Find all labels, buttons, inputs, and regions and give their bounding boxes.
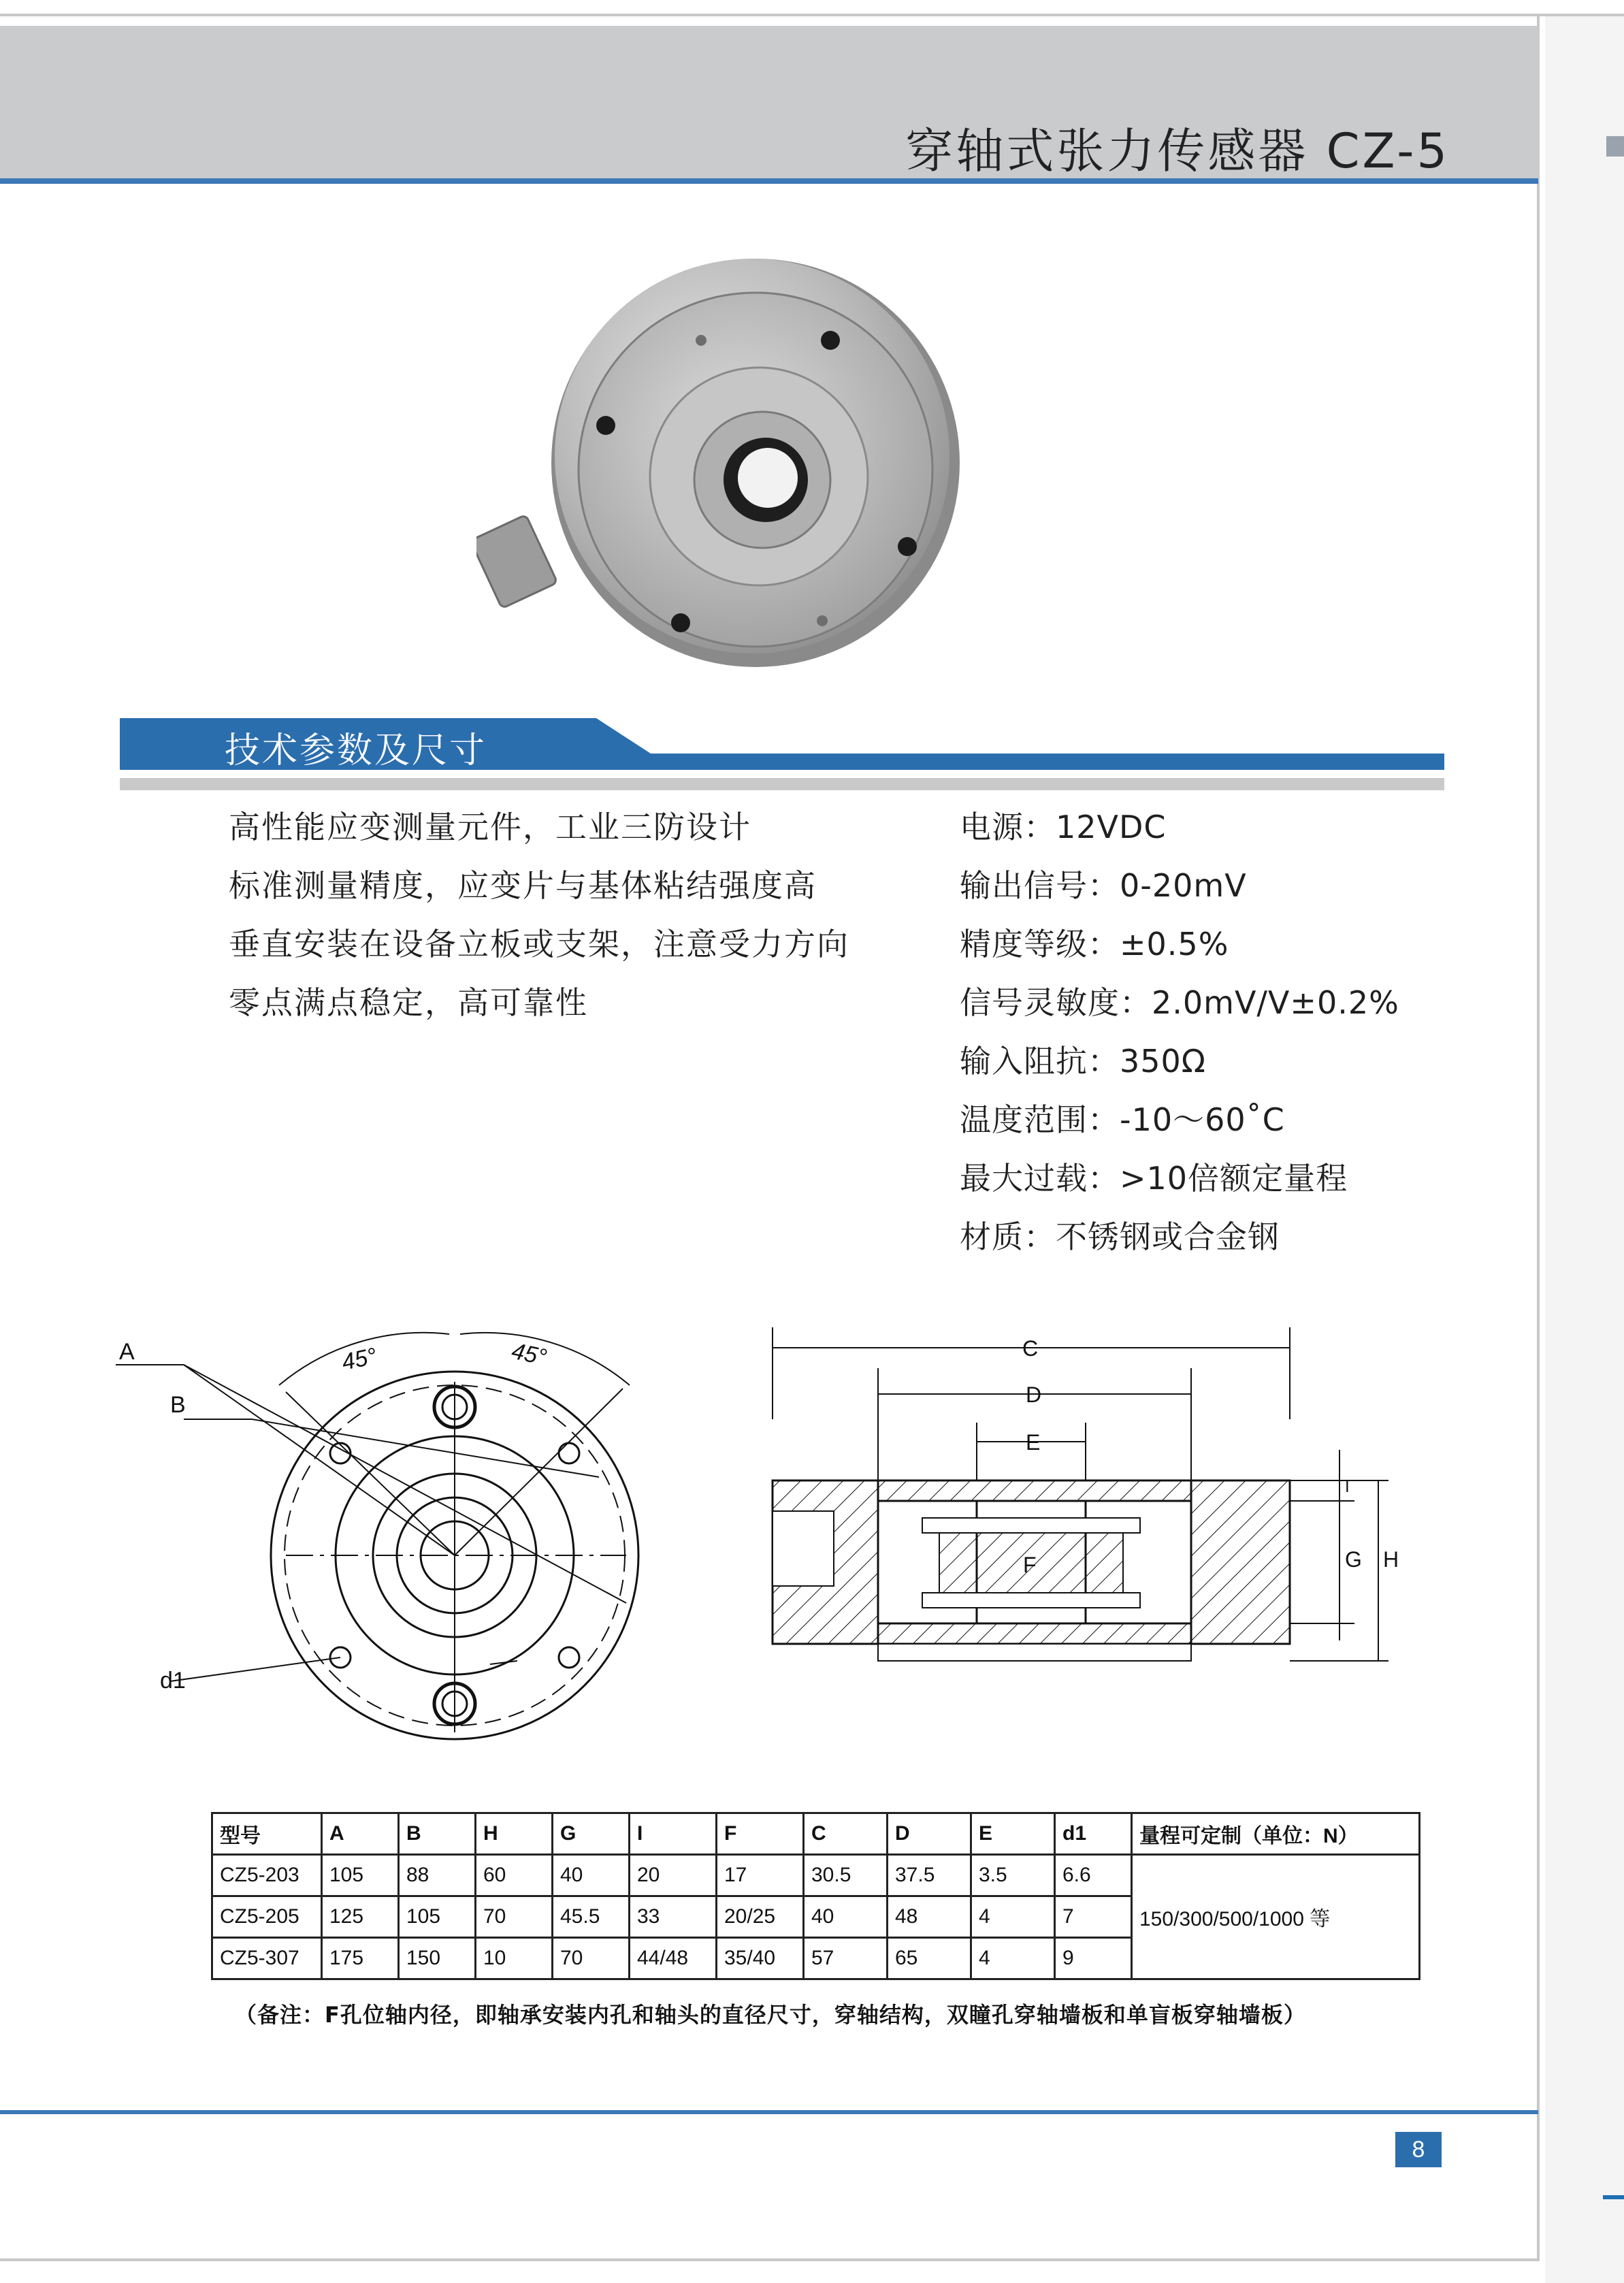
dim-label-g: G [1345,1547,1362,1572]
section-title: 技术参数及尺寸 [225,730,487,771]
table-header: A [322,1813,399,1855]
table-cell: 88 [399,1855,476,1896]
table-cell: 9 [1055,1938,1132,1979]
spec-item: 温度范围：-10～60˚C [960,1101,1285,1138]
table-cell: 10 [476,1938,553,1979]
table-cell: 65 [888,1938,971,1979]
spec-item: 最大过载：>10倍额定量程 [960,1160,1348,1197]
page-number: 8 [1395,2132,1442,2167]
table-cell: 175 [322,1938,399,1979]
angle-label: 45° [509,1338,549,1371]
section-underline [120,778,1444,790]
table-header: C [804,1813,888,1855]
dim-label-d1: d1 [160,1668,186,1694]
spec-item: 材质：不锈钢或合金钢 [960,1218,1280,1255]
footer-line [0,2110,1538,2114]
dim-label-h: H [1383,1547,1399,1572]
next-page-strip [1545,16,1624,2283]
table-cell: 40 [553,1855,630,1896]
table-cell: CZ5-307 [212,1938,322,1979]
product-photo [476,245,994,694]
table-row [212,1855,1420,1896]
dim-label-e: E [1026,1430,1041,1455]
feature-item: 垂直安装在设备立板或支架，注意受力方向 [229,926,849,962]
table-cell: 60 [476,1855,553,1896]
feature-item: 零点满点稳定，高可靠性 [229,984,588,1021]
table-cell: 20/25 [717,1896,804,1938]
next-page-mark [1606,136,1624,157]
table-cell: 4 [971,1938,1055,1979]
table-cell: 70 [476,1896,553,1938]
table-header: B [399,1813,476,1855]
spec-item: 信号灵敏度：2.0mV/V±0.2% [960,984,1399,1021]
table-cell: 30.5 [804,1855,888,1896]
table-header: d1 [1055,1813,1132,1855]
spec-list [960,798,1399,1266]
dim-label-b: B [170,1392,186,1418]
page-title: 穿轴式张力传感器 CZ-5 [905,123,1450,179]
table-header: F [717,1813,804,1855]
spec-item: 输入阻抗：350Ω [960,1043,1206,1080]
table-cell: 4 [971,1896,1055,1938]
table-note: （备注：F孔位轴内径，即轴承安装内孔和轴头的直径尺寸，穿轴结构，双瞳孔穿轴墙板和单盲板穿轴墙板） [235,2002,1306,2028]
table-cell: 45.5 [553,1896,630,1938]
feature-item: 高性能应变测量元件，工业三防设计 [229,809,751,845]
table-cell: CZ5-205 [212,1896,322,1938]
table-cell: 35/40 [717,1938,804,1979]
dim-label-f: F [1023,1553,1037,1577]
table-cell: 150 [399,1938,476,1979]
table-header-row [212,1813,1420,1855]
table-header: G [553,1813,630,1855]
table-header: E [971,1813,1055,1855]
table-cell: 70 [553,1938,630,1979]
table-cell: 20 [630,1855,717,1896]
table-cell: 57 [804,1938,888,1979]
table-cell: 3.5 [971,1855,1055,1896]
spec-item: 精度等级：±0.5% [960,926,1229,962]
table-cell: CZ5-203 [212,1855,322,1896]
spec-item: 电源：12VDC [960,809,1167,845]
table-cell: 37.5 [888,1855,971,1896]
next-page-dash [1603,2195,1624,2199]
table-header: D [888,1813,971,1855]
table-header: I [630,1813,717,1855]
table-header: H [476,1813,553,1855]
spec-item: 输出信号：0-20mV [960,867,1247,904]
table-cell: 125 [322,1896,399,1938]
spec-table [211,1812,1420,1980]
table-cell: 48 [888,1896,971,1938]
feature-item: 标准测量精度，应变片与基体粘结强度高 [229,867,817,904]
range-cell: 150/300/500/1000 等 [1132,1855,1420,1979]
table-cell: 44/48 [630,1938,717,1979]
table-cell: 33 [630,1896,717,1938]
table-header: 型号 [212,1813,322,1855]
table-cell: 40 [804,1896,888,1938]
section-view-drawing [756,1314,1423,1681]
table-cell: 6.6 [1055,1855,1132,1896]
feature-list [229,798,849,1032]
angle-label: 45° [339,1342,379,1376]
dim-label-i: I [1345,1478,1350,1496]
table-cell: 105 [322,1855,399,1896]
dim-label-c: C [1022,1336,1039,1361]
dim-label-d: D [1026,1382,1042,1407]
top-view-drawing [109,1317,674,1753]
table-cell: 105 [399,1896,476,1938]
table-header: 量程可定制（单位：N） [1132,1813,1420,1855]
table-cell: 7 [1055,1896,1132,1938]
dim-label-a: A [119,1339,135,1365]
table-cell: 17 [717,1855,804,1896]
